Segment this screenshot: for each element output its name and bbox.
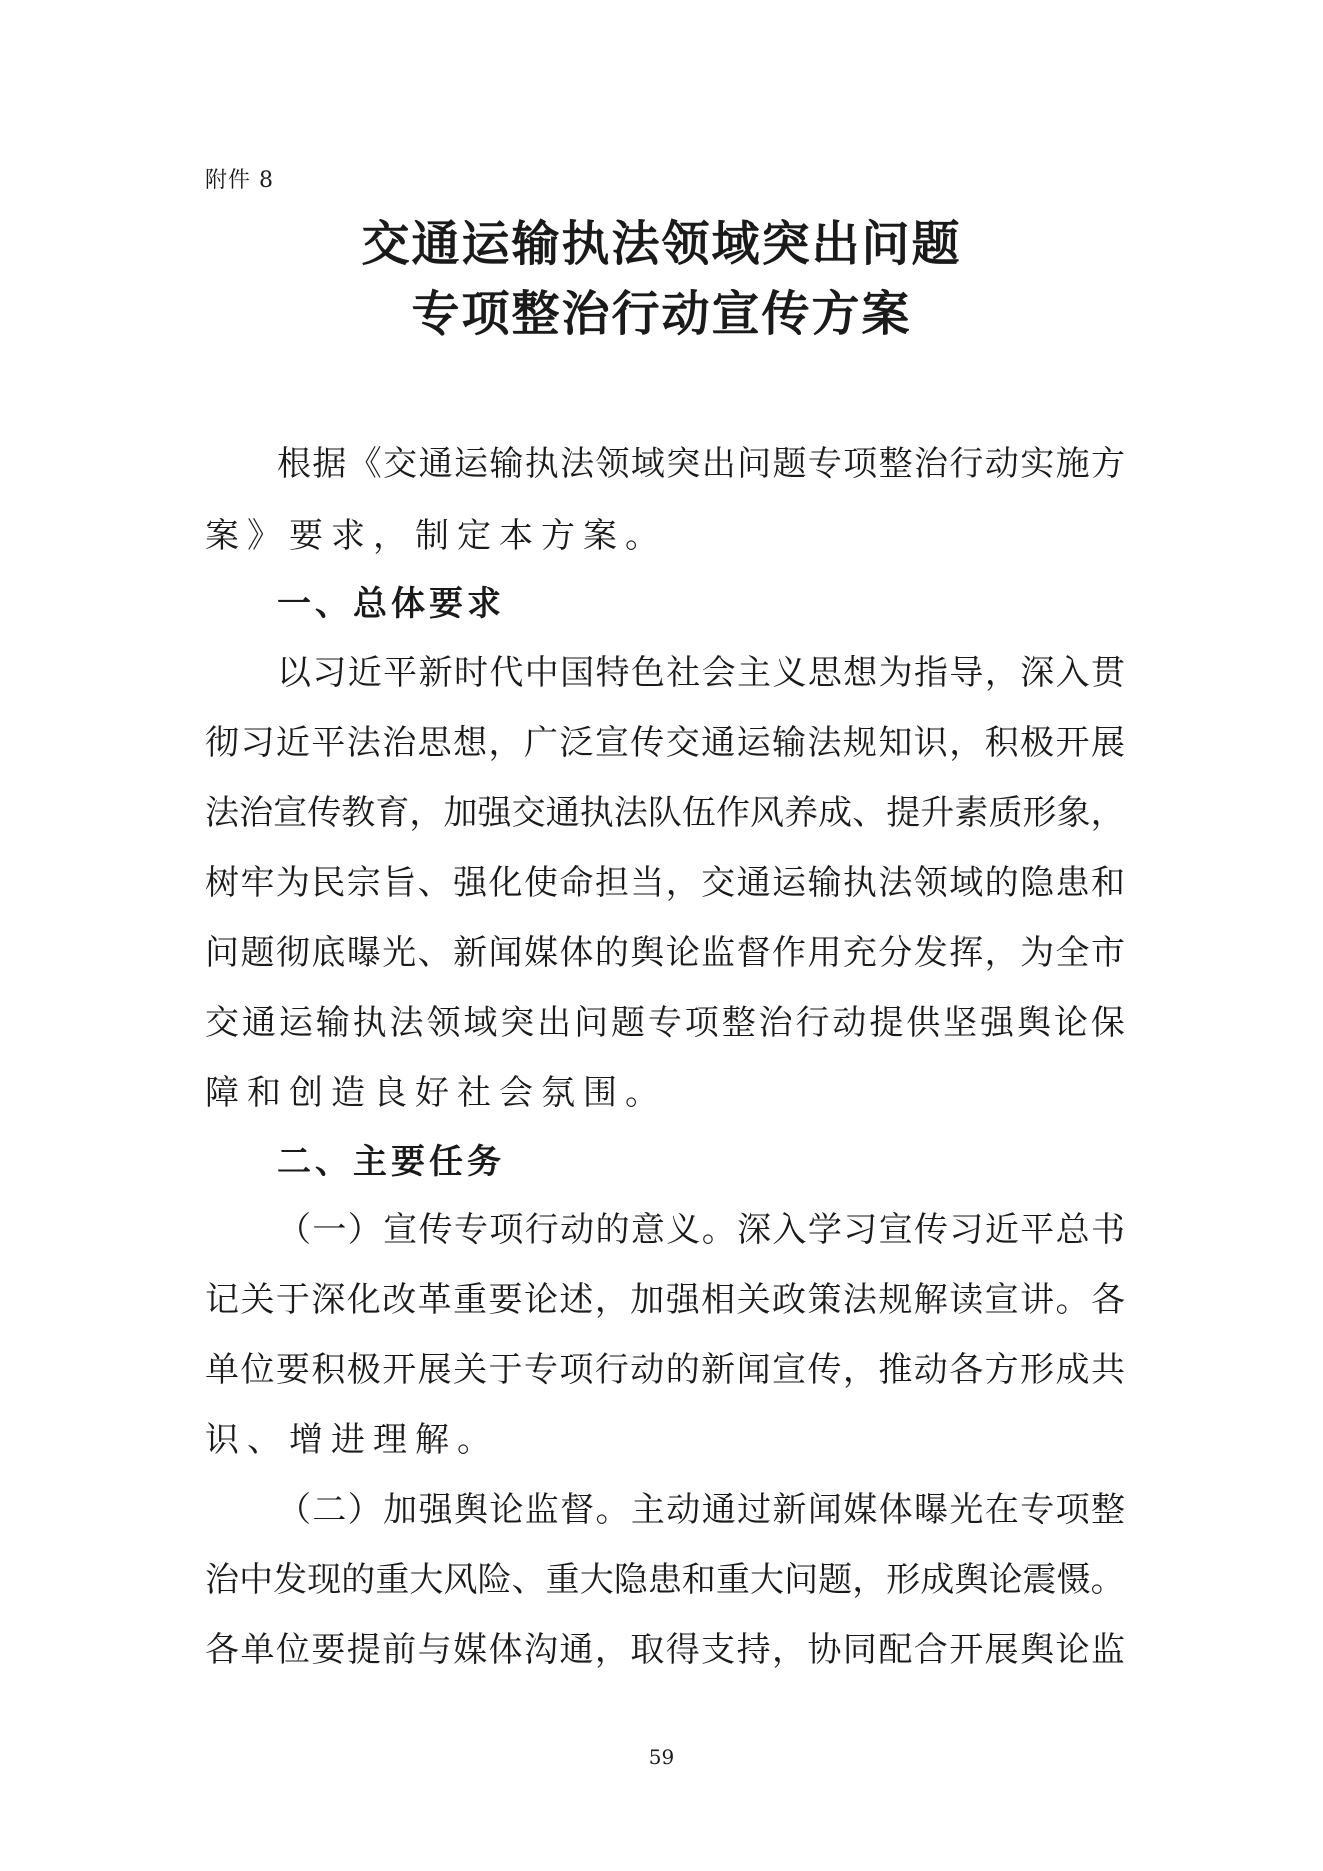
page-number: 59 [648, 1745, 675, 1769]
paragraph-line: 各 单 位 要 提 前 与 媒 体 沟 通 ， 取 得 支 持 ， 协 同 配 合 开 展 舆 论 监 [205, 1630, 1125, 1670]
paragraph-line: 根 据 《 交 通 运 输 执 法 领 域 突 出 问 题 专 项 整 治 行 动 实 施 方 [277, 444, 1125, 484]
paragraph-line: 树 牢 为 民 宗 旨 、 强 化 使 命 担 当 ， 交 通 运 输 执 法 领 域 的 隐 患 和 [205, 863, 1125, 903]
paragraph-line: 识、增进理解。 [205, 1420, 499, 1460]
paragraph-line: （ 一 ） 宣 传 专 项 行 动 的 意 义 。 深 入 学 习 宣 传 习 近 平 总 书 [277, 1210, 1125, 1250]
section-heading: 二、主要任务 [277, 1142, 505, 1182]
paragraph-line: 以 习 近 平 新 时 代 中 国 特 色 社 会 主 义 思 想 为 指 导 ， 深 入 贯 [277, 653, 1125, 693]
document-title-line-1: 交通运输执法领域突出问题 [361, 216, 962, 272]
document-title-line-2: 专项整治行动宣传方案 [411, 286, 912, 342]
paragraph-line: 治 中 发 现 的 重 大 风 险 、 重 大 隐 患 和 重 大 问 题 ， 形 成 舆 论 震 慑 。 [205, 1560, 1125, 1600]
paragraph-line: 障和创造良好社会氛围。 [205, 1073, 667, 1113]
paragraph-line: （ 二 ） 加 强 舆 论 监 督 。 主 动 通 过 新 闻 媒 体 曝 光 在 专 项 整 [277, 1490, 1125, 1530]
paragraph-line: 记 关 于 深 化 改 革 重 要 论 述 ， 加 强 相 关 政 策 法 规 解 读 宣 讲 。 各 [205, 1280, 1125, 1320]
paragraph-line: 单 位 要 积 极 开 展 关 于 专 项 行 动 的 新 闻 宣 传 ， 推 动 各 方 形 成 共 [205, 1350, 1125, 1390]
paragraph-line: 彻 习 近 平 法 治 思 想 ， 广 泛 宣 传 交 通 运 输 法 规 知 识 ， 积 极 开 展 [205, 723, 1125, 763]
paragraph-line: 案》要求，制定本方案。 [205, 516, 667, 556]
paragraph-line: 交 通 运 输 执 法 领 域 突 出 问 题 专 项 整 治 行 动 提 供 坚 强 舆 论 保 [205, 1003, 1125, 1043]
attachment-label: 附件 8 [205, 168, 274, 193]
paragraph-line: 法 治 宣 传 教 育 ， 加 强 交 通 执 法 队 伍 作 风 养 成 、 提 升 素 质 形 象 ， [205, 793, 1125, 833]
section-heading: 一、总体要求 [277, 584, 505, 624]
paragraph-line: 问 题 彻 底 曝 光 、 新 闻 媒 体 的 舆 论 监 督 作 用 充 分 发 挥 ， 为 全 市 [205, 933, 1125, 973]
